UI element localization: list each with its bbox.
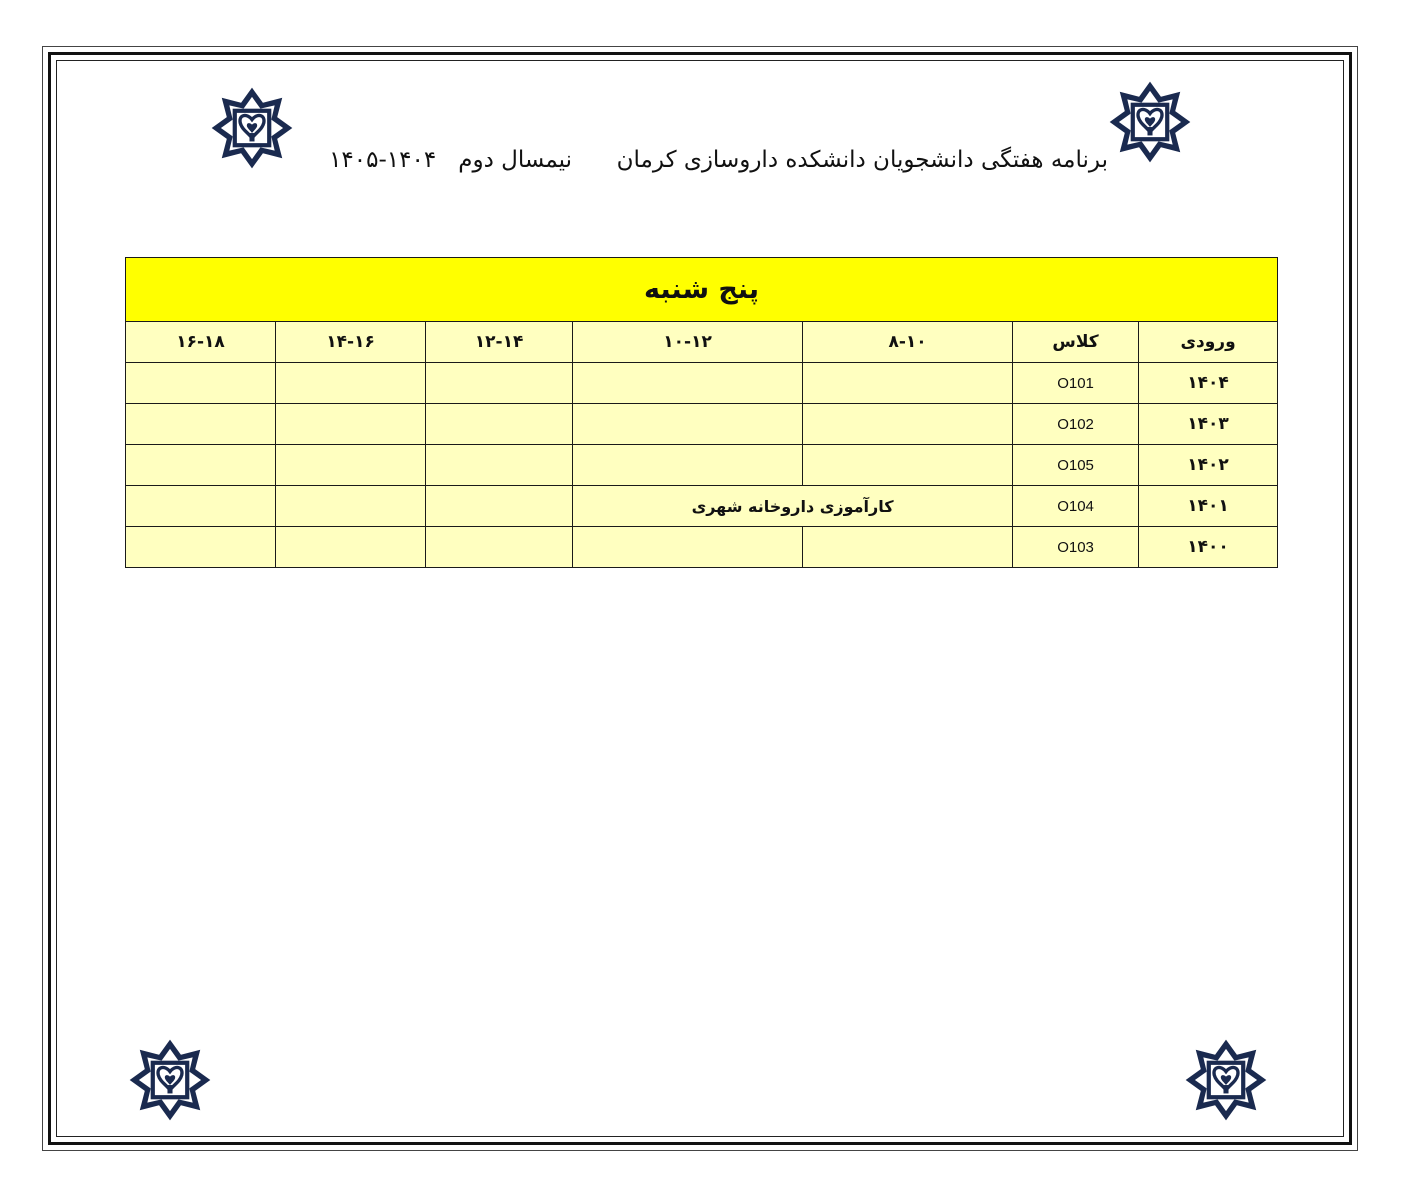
academic-year: ۱۴۰۴-۱۴۰۵	[329, 147, 437, 173]
classroom-cell: O101	[1013, 363, 1139, 404]
slot-cell	[276, 363, 426, 404]
slot-cell	[573, 527, 803, 568]
column-header-16-18: ۱۶-۱۸	[126, 322, 276, 363]
university-emblem-icon	[128, 1034, 212, 1126]
slot-cell	[426, 363, 573, 404]
entry-year-cell: ۱۴۰۱	[1139, 486, 1278, 527]
university-emblem-icon	[1184, 1034, 1268, 1126]
slot-cell	[126, 486, 276, 527]
slot-cell	[803, 404, 1013, 445]
column-header-entry: ورودی	[1139, 322, 1278, 363]
slot-cell	[426, 527, 573, 568]
page-border-inner	[56, 60, 1344, 1137]
slot-cell	[426, 486, 573, 527]
slot-cell	[803, 527, 1013, 568]
slot-cell	[426, 445, 573, 486]
slot-cell	[126, 404, 276, 445]
column-header-8-10: ۸-۱۰	[803, 322, 1013, 363]
column-header-row	[126, 322, 1278, 363]
table-row	[126, 527, 1278, 568]
entry-year-cell: ۱۴۰۳	[1139, 404, 1278, 445]
entry-year-cell: ۱۴۰۲	[1139, 445, 1278, 486]
day-title: پنج شنبه	[126, 258, 1278, 322]
slot-cell	[573, 404, 803, 445]
slot-cell	[573, 445, 803, 486]
classroom-cell: O105	[1013, 445, 1139, 486]
schedule-title: برنامه هفتگی دانشجویان دانشکده داروسازی کرمان	[616, 147, 1108, 173]
slot-cell	[126, 363, 276, 404]
column-header-12-14: ۱۲-۱۴	[426, 322, 573, 363]
slot-cell	[276, 527, 426, 568]
slot-cell	[276, 404, 426, 445]
semester-name: نیمسال دوم	[458, 147, 572, 173]
entry-year-cell: ۱۴۰۰	[1139, 527, 1278, 568]
course-cell: کارآموزی داروخانه شهری	[573, 486, 1013, 527]
semester-label	[300, 147, 572, 173]
weekly-schedule-table	[125, 257, 1278, 568]
column-header-10-12: ۱۰-۱۲	[573, 322, 803, 363]
table-row	[126, 404, 1278, 445]
university-emblem-icon	[1108, 76, 1192, 168]
slot-cell	[803, 363, 1013, 404]
entry-year-cell: ۱۴۰۴	[1139, 363, 1278, 404]
slot-cell	[426, 404, 573, 445]
slot-cell	[803, 445, 1013, 486]
slot-cell	[276, 486, 426, 527]
column-header-14-16: ۱۴-۱۶	[276, 322, 426, 363]
column-header-class: کلاس	[1013, 322, 1139, 363]
classroom-cell: O104	[1013, 486, 1139, 527]
table-row	[126, 363, 1278, 404]
slot-cell	[126, 445, 276, 486]
slot-cell	[126, 527, 276, 568]
table-row	[126, 486, 1278, 527]
slot-cell	[276, 445, 426, 486]
classroom-cell: O103	[1013, 527, 1139, 568]
classroom-cell: O102	[1013, 404, 1139, 445]
table-row	[126, 445, 1278, 486]
university-emblem-icon	[210, 82, 294, 174]
slot-cell	[573, 363, 803, 404]
